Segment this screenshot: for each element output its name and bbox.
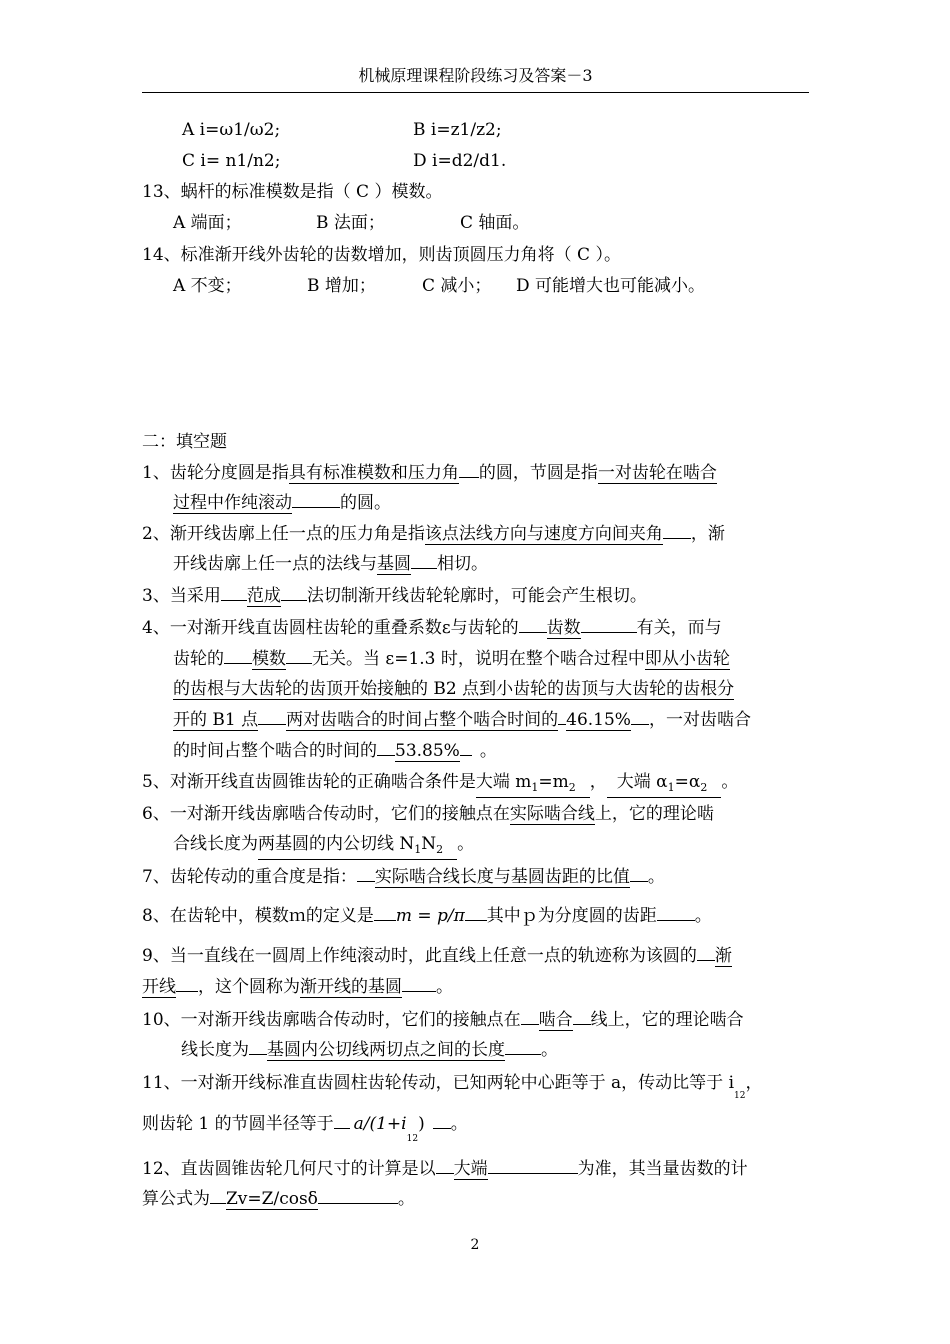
subscript: 2	[436, 843, 444, 856]
fill-item-11-line2	[142, 1113, 468, 1150]
fill-item-4-line1	[142, 617, 722, 639]
text: 9、当一直线在一圆周上作纯滚动时，此直线上任意一点的轨迹称为该圆的	[142, 946, 697, 966]
text: 10、一对渐开线齿廓啮合传动时，它们的接触点在	[142, 1010, 521, 1030]
text: ，	[589, 772, 607, 792]
q12-option-a: A i=ω1/ω2;	[182, 120, 281, 140]
text: ，渐	[690, 524, 725, 544]
text: 。	[450, 1114, 468, 1134]
fill-item-3	[142, 585, 647, 607]
text: 7、齿轮传动的重合度是指：	[142, 867, 357, 887]
fill-item-4-line5	[173, 740, 497, 762]
subscript: 12	[406, 1134, 419, 1144]
q14-option-c: C 减小；	[422, 276, 492, 296]
answer-blank	[460, 755, 472, 756]
answer-blank	[176, 991, 198, 992]
answer-blank: 齿数	[546, 618, 581, 638]
text: 线上，它的理论啮合	[590, 1010, 744, 1030]
fill-item-11-line1	[142, 1072, 762, 1107]
text: ，	[745, 1073, 763, 1093]
text: 5、对渐开线直齿圆锥齿轮的正确啮合条件是	[142, 772, 476, 792]
text: 。	[721, 772, 739, 792]
answer-blank	[697, 960, 715, 961]
page-number: 2	[470, 1237, 480, 1253]
text: =m	[538, 772, 569, 792]
text: 。	[647, 867, 665, 887]
answer-blank	[402, 991, 436, 992]
answer-blank: 开线	[142, 977, 176, 997]
q13-option-c: C 轴面。	[460, 213, 530, 233]
text: ，一对齿啮合	[648, 710, 751, 730]
text: 算公式为	[142, 1189, 210, 1209]
answer-blank	[292, 507, 340, 508]
answer-blank	[465, 920, 487, 921]
q14-option-d: D 可能增大也可能减小。	[516, 276, 706, 296]
subscript: 1	[414, 843, 422, 856]
answer-blank	[221, 600, 247, 601]
answer-blank	[224, 663, 252, 664]
text: 3、当采用	[142, 586, 221, 606]
text: 。	[397, 1189, 415, 1209]
answer-blank	[281, 600, 307, 601]
text: 则齿轮 1 的节圆半径等于	[142, 1114, 334, 1134]
fill-item-4-line4	[173, 709, 751, 731]
answer-blank: 46.15%	[566, 710, 631, 730]
answer-blank	[433, 1128, 451, 1129]
q13-option-b: B 法面；	[316, 213, 385, 233]
answer-blank	[657, 920, 695, 921]
answer-blank	[210, 1203, 226, 1204]
answer-blank: 的齿根与大齿轮的齿顶开始接触的 B2 点到小齿轮的齿顶与大齿轮的齿根分	[173, 679, 735, 699]
answer-blank	[374, 920, 396, 921]
text: 合线长度为	[173, 834, 258, 854]
answer-blank	[318, 1203, 398, 1204]
text: =α	[674, 772, 701, 792]
text: 。	[479, 741, 497, 761]
text: ，这个圆称为	[198, 977, 300, 997]
answer-blank	[357, 881, 375, 882]
text: 4、一对渐开线直齿圆柱齿轮的重叠系数ε与齿轮的	[142, 618, 519, 638]
answer-blank	[558, 724, 566, 725]
answer-blank: 实际啮合线长度与基圆齿距的比值	[374, 867, 630, 887]
text: 齿轮的	[173, 649, 224, 669]
answer-blank	[488, 1173, 578, 1174]
answer-blank: 基圆内公切线两切点之间的长度	[267, 1040, 505, 1060]
text: 大端 m	[475, 772, 532, 792]
text: 6、一对渐开线齿廓啮合传动时，它们的接触点在	[142, 804, 510, 824]
fill-item-6-line2	[173, 833, 474, 860]
answer-blank: 两对齿啮合的时间占整个啮合时间的	[286, 710, 559, 730]
text: 2、渐开线齿廓上任一点的压力角是指	[142, 524, 425, 544]
answer-blank: 开的 B1 点	[173, 710, 259, 730]
answer-blank	[334, 1128, 350, 1129]
text: )	[418, 1114, 425, 1134]
subscript: 1	[531, 781, 539, 794]
q12-option-b: B i=z1/z2;	[413, 120, 502, 140]
fill-item-9-line2	[142, 976, 453, 998]
fill-item-6-line1	[142, 803, 714, 825]
header-divider	[142, 92, 809, 93]
answer-blank	[519, 632, 547, 633]
text: 的圆，节圆是指	[478, 463, 598, 483]
fill-item-10-line2	[181, 1039, 558, 1061]
fill-item-8	[142, 905, 712, 927]
answer-blank: 范成	[246, 586, 281, 606]
text: 。	[694, 906, 712, 926]
q13-question: 13、蜗杆的标准模数是指（ C ）模数。	[142, 182, 443, 202]
q14-option-a: A 不变；	[173, 276, 242, 296]
answer-blank: Zv=Z/cosδ	[226, 1189, 318, 1209]
answer-blank	[521, 1024, 539, 1025]
answer-blank	[258, 724, 286, 725]
answer-blank: 实际啮合线	[509, 804, 595, 824]
text: 大端 α	[616, 772, 668, 792]
answer-blank: 具有标准模数和压力角	[288, 463, 459, 483]
text: 的时间占整个啮合的时间的	[173, 741, 377, 761]
answer-blank	[436, 1173, 454, 1174]
page-header-title: 机械原理课程阶段练习及答案－3	[358, 66, 593, 85]
answer-blank: 渐开线的基圆	[300, 977, 402, 997]
answer-blank: 啮合	[538, 1010, 573, 1030]
q14-option-b: B 增加；	[307, 276, 376, 296]
answer-blank: 大端	[453, 1159, 488, 1179]
fill-item-4-line2	[173, 648, 730, 670]
fill-item-12-line1	[142, 1158, 748, 1180]
text: 8、在齿轮中，模数ｍ的定义是	[142, 906, 374, 926]
text: N	[421, 834, 437, 854]
text: 。	[457, 834, 475, 854]
fill-item-4-line3	[173, 678, 734, 700]
answer-blank	[459, 477, 479, 478]
answer-blank: 该点法线方向与速度方向间夹角	[424, 524, 663, 544]
text: 相切。	[437, 554, 488, 574]
answer-blank	[377, 755, 395, 756]
text: 。	[541, 1040, 558, 1060]
answer-blank	[630, 881, 648, 882]
section-title-fill-in: 二：填空题	[142, 432, 227, 452]
text: 其中ｐ为分度圆的齿距	[486, 906, 657, 926]
text: 为准，其当量齿数的计	[577, 1159, 748, 1179]
answer-blank: 模数	[252, 649, 286, 669]
text: 上，它的理论啮	[594, 804, 714, 824]
answer-blank	[505, 1054, 541, 1055]
fill-item-1-line2	[173, 492, 391, 514]
fill-item-1-line1	[142, 462, 717, 484]
answer-blank: 基圆	[377, 554, 411, 574]
answer-blank	[411, 568, 437, 569]
formula: m = p/π	[395, 906, 465, 926]
answer-blank	[258, 835, 457, 860]
text: 1、齿轮分度圆是指	[142, 463, 289, 483]
text: 两基圆的内公切线 N	[258, 834, 415, 854]
text: 的圆。	[340, 493, 391, 513]
text: 无关。当 ε=1.3 时，说明在整个啮合过程中	[312, 649, 645, 669]
subscript: 2	[568, 781, 576, 794]
answer-blank	[573, 1024, 591, 1025]
fill-item-2-line1	[142, 523, 725, 545]
text: 有关，而与	[636, 618, 722, 638]
fill-item-10-line1	[142, 1009, 744, 1031]
answer-blank: 一对齿轮在啮合	[597, 463, 717, 483]
answer-blank	[663, 538, 691, 539]
answer-blank	[249, 1054, 267, 1055]
text: 12、直齿圆锥齿轮几何尺寸的计算是以	[142, 1159, 436, 1179]
answer-blank	[631, 724, 649, 725]
answer-blank: 即从小齿轮	[644, 649, 730, 669]
answer-blank	[476, 773, 590, 798]
answer-blank: 过程中作纯滚动	[173, 493, 292, 513]
answer-blank: 53.85%	[395, 741, 460, 761]
q14-question: 14、标准渐开线外齿轮的齿数增加，则齿顶圆压力角将（ C ）。	[142, 245, 621, 265]
q12-option-c: C i= n1/n2;	[182, 151, 281, 171]
text: 。	[436, 977, 453, 997]
q12-option-d: D i=d2/d1.	[413, 151, 507, 171]
answer-blank	[607, 773, 722, 798]
text: 法切制渐开线齿轮轮廓时，可能会产生根切。	[306, 586, 647, 606]
text: 线长度为	[181, 1040, 249, 1060]
fill-item-7	[142, 866, 665, 888]
q13-option-a: A 端面；	[173, 213, 242, 233]
fill-item-5	[142, 771, 738, 798]
subscript: 1	[667, 781, 675, 794]
answer-blank: 渐	[714, 946, 732, 966]
fill-item-12-line2	[142, 1188, 415, 1210]
subscript: 2	[700, 781, 708, 794]
fill-item-9-line1	[142, 945, 732, 967]
answer-blank	[581, 632, 637, 633]
text: 开线齿廓上任一点的法线与	[173, 554, 377, 574]
text: 11、一对渐开线标准直齿圆柱齿轮传动，已知两轮中心距等于 a，传动比等于 i	[142, 1073, 735, 1093]
formula: a/(1+i	[353, 1114, 407, 1134]
fill-item-2-line2	[173, 553, 488, 575]
answer-blank	[286, 663, 312, 664]
subscript: 12	[734, 1091, 746, 1101]
